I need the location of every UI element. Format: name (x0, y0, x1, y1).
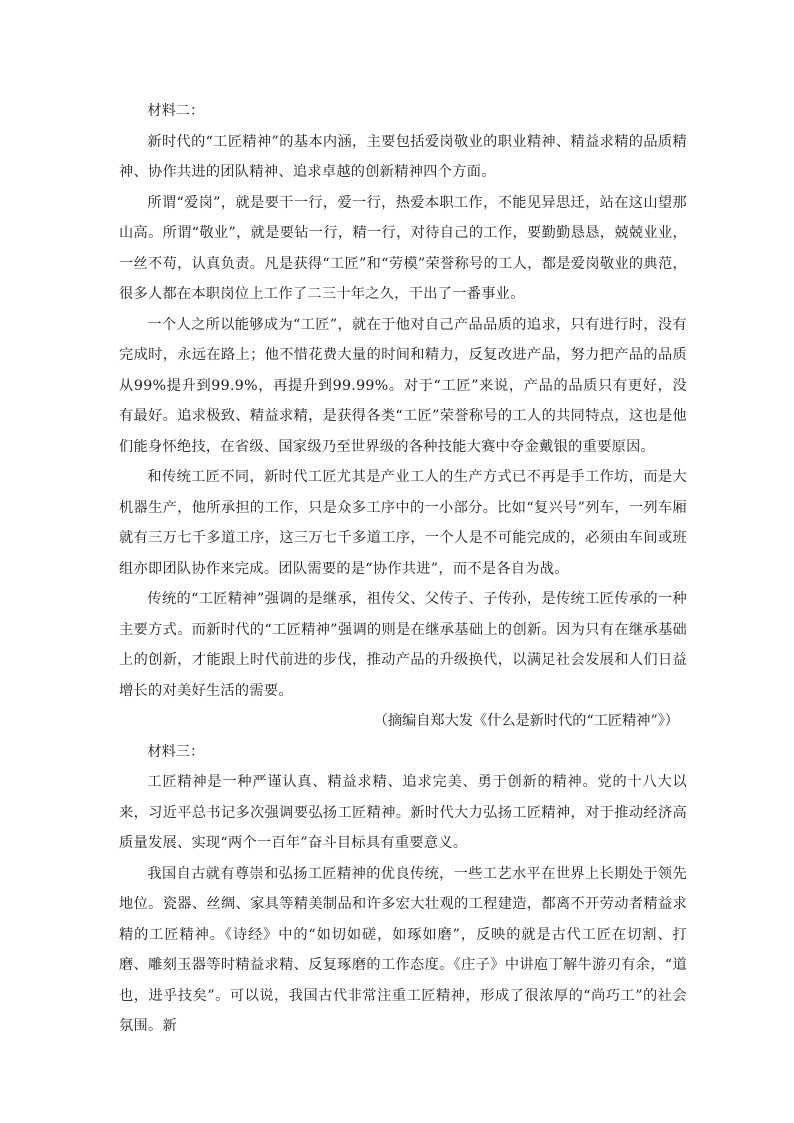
material-3-paragraph-2: 我国自古就有尊崇和弘扬工匠精神的优良传统，一些工艺水平在世界上长期处于领先地位。瓷器、丝绸、家具等精美制品和许多宏大壮观的工程建造，都离不开劳动者精益求精的工匠精神。《诗经》中的“如切如磋，如琢如磨”，反映的就是古代工匠在切割、打磨、雕刻玉器等时精益求精、反复琢磨的工作态度。《庄子》中讲庖丁解牛游刃有余，“道也，进乎技矣”。可以说，我国古代非常注重工匠精神，形成了很浓厚的“尚巧工”的社会氛围。新 (119, 865, 687, 1034)
material-2-paragraph-5: 传统的“工匠精神”强调的是继承，祖传父、父传子、子传孙，是传统工匠传承的一种主要方式。而新时代的“工匠精神”强调的则是在继承基础上的创新。因为只有在继承基础上的创新，才能跟上时代前进的步伐，推动产品的升级换代，以满足社会发展和人们日益增长的对美好生活的需要。 (119, 591, 687, 699)
material-2-paragraph-3: 一个人之所以能够成为“工匠”，就在于他对自己产品品质的追求，只有进行时，没有完成时，永远在路上；他不惜花费大量的时间和精力，反复改进产品，努力把产品的品质从99%提升到99.9%，再提升到99.99%。对于“工匠”来说，产品的品质只有更好，没有最好。追求极致、精益求精，是获得各类“工匠”荣誉称号的工人的共同特点，这也是他们能身怀绝技，在省级、国家级乃至世界级的各种技能大赛中夺金戴银的重要原因。 (119, 316, 687, 455)
document-page (119, 96, 687, 1042)
material-2-paragraph-1: 新时代的“工匠精神”的基本内涵，主要包括爱岗敬业的职业精神、精益求精的品质精神、协作共进的团队精神、追求卓越的创新精神四个方面。 (119, 133, 687, 180)
material-3-paragraph-1: 工匠精神是一种严谨认真、精益求精、追求完美、勇于创新的精神。党的十八大以来，习近平总书记多次强调要弘扬工匠精神。新时代大力弘扬工匠精神，对于推动经济高质量发展、实现“两个一百年”奋斗目标具有重要意义。 (119, 774, 687, 851)
material-2-paragraph-2: 所谓“爱岗”，就是要干一行，爱一行，热爱本职工作，不能见异思迁，站在这山望那山高。所谓“敬业”，就是要钻一行，精一行，对待自己的工作，要勤勤恳恳，兢兢业业，一丝不苟，认真负责。凡是获得“工匠”和“劳模”荣誉称号的工人，都是爱岗敬业的典范，很多人都在本职岗位上工作了二三十年之久，干出了一番事业。 (119, 194, 687, 302)
material-2-source: （摘编自郑大发《什么是新时代的“工匠精神”》） (373, 713, 679, 729)
material-2-heading: 材料二： (147, 103, 205, 119)
material-3-heading: 材料三： (147, 743, 205, 760)
material-2-paragraph-4: 和传统工匠不同，新时代工匠尤其是产业工人的生产方式已不再是手工作坊，而是大机器生产，他所承担的工作，只是众多工序中的一小部分。比如“复兴号”列车，一列车厢就有三万七千多道工序，这三万七千多道工序，一个人是不可能完成的，必须由车间或班组亦即团队协作来完成。团队需要的是“协作共进”，而不是各自为战。 (119, 469, 687, 577)
